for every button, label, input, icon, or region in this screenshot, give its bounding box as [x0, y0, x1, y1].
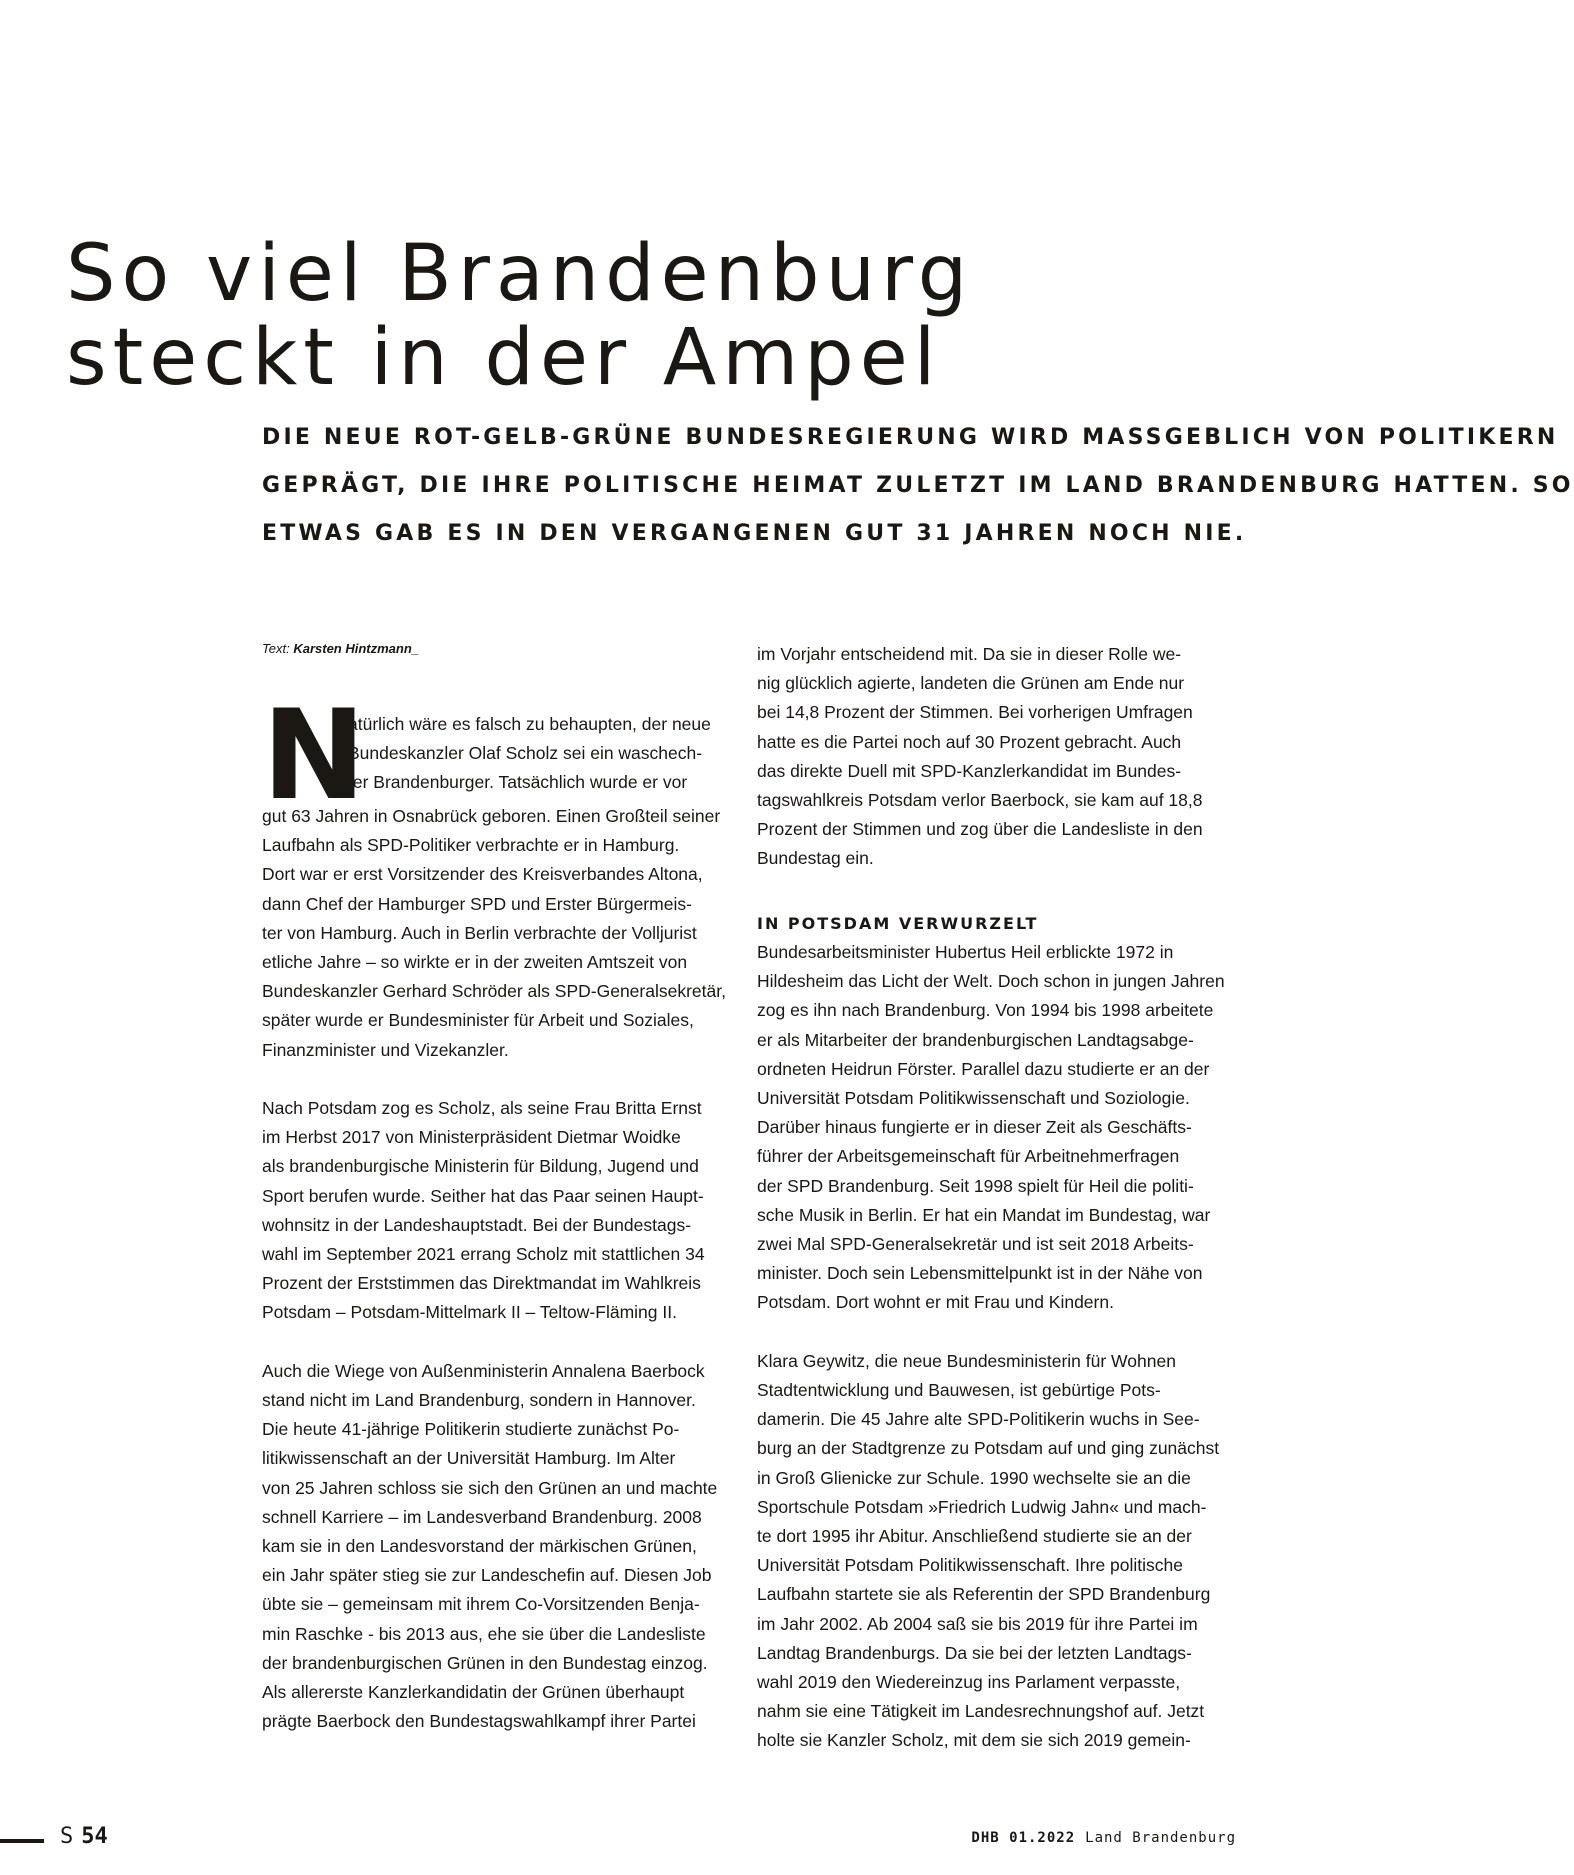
section-subheading: IN POTSDAM VERWURZELT: [757, 913, 1039, 933]
byline-prefix: Text:: [262, 641, 294, 656]
body-line: später wurde er Bundesminister für Arbeit und Soziales,: [262, 1010, 694, 1031]
body-line: Nach Potsdam zog es Scholz, als seine Frau Britta Ernst: [262, 1098, 702, 1119]
body-line: zog es ihn nach Brandenburg. Von 1994 bis 1998 arbeitete: [757, 1000, 1214, 1021]
page-number: [60, 1822, 108, 1852]
paragraph: [262, 802, 732, 1065]
body-line: Als allererste Kanzlerkandidatin der Grünen überhaupt: [262, 1682, 685, 1703]
body-line: tagswahlkreis Potsdam verlor Baerbock, sie kam auf 18,8: [757, 790, 1203, 811]
body-line: nahm sie eine Tätigkeit im Landesrechnungshof auf. Jetzt: [757, 1701, 1205, 1722]
paragraph-gap: [757, 1318, 1227, 1347]
body-line: holte sie Kanzler Scholz, mit dem sie sich 2019 gemein-: [757, 1730, 1191, 1751]
body-line: der brandenburgischen Grünen in den Bundestag einzog.: [262, 1652, 708, 1673]
body-line: ordneten Heidrun Förster. Parallel dazu studierte er an der: [757, 1058, 1210, 1079]
body-line: Prozent der Erststimmen das Direktmandat im Wahlkreis: [262, 1273, 701, 1294]
body-line: Auch die Wiege von Außenministerin Annalena Baerbock: [262, 1360, 705, 1381]
title-line: So viel Brandenburg: [66, 229, 974, 319]
body-line: von 25 Jahren schloss sie sich den Grünen an und machte: [262, 1477, 718, 1498]
body-line: zwei Mal SPD-Generalsekretär und ist seit 2018 Arbeits-: [757, 1234, 1194, 1255]
body-line: Potsdam. Dort wohnt er mit Frau und Kindern.: [757, 1292, 1114, 1313]
body-line: Bundestag ein.: [757, 848, 874, 869]
paragraph: [262, 1357, 732, 1737]
paragraph-gap: [757, 874, 1227, 903]
body-line: Bundesarbeitsminister Hubertus Heil erblickte 1972 in: [757, 942, 1174, 963]
body-line: Sport berufen wurde. Seither hat das Paar seinen Haupt-: [262, 1185, 704, 1206]
section-letter: S: [60, 1824, 74, 1849]
body-line: dann Chef der Hamburger SPD und Erster Bürgermeis-: [262, 893, 692, 914]
paragraph-gap: [262, 1328, 732, 1357]
body-line: damerin. Die 45 Jahre alte SPD-Politikerin wuchs in See-: [757, 1409, 1200, 1430]
body-line: Landtag Brandenburgs. Da sie bei der letzten Landtags-: [757, 1642, 1192, 1663]
body-line: prägte Baerbock den Bundestagswahlkampf ihrer Partei: [262, 1711, 696, 1732]
lead-line: GEPRÄGT, DIE IHRE POLITISCHE HEIMAT ZULETZT IM LAND BRANDENBURG HATTEN. SO: [262, 473, 1574, 498]
body-line: im Jahr 2002. Ab 2004 saß sie bis 2019 für ihre Partei im: [757, 1613, 1198, 1634]
paragraph: [262, 1094, 732, 1328]
body-line: Potsdam – Potsdam-Mittelmark II – Teltow-Fläming II.: [262, 1302, 677, 1323]
body-line: wahl im September 2021 errang Scholz mit stattlichen 34: [262, 1244, 705, 1265]
body-line: im Vorjahr entscheidend mit. Da sie in dieser Rolle we-: [757, 644, 1182, 664]
body-line: Finanzminister und Vizekanzler.: [262, 1039, 509, 1060]
body-line: minister. Doch sein Lebensmittelpunkt ist in der Nähe von: [757, 1263, 1203, 1284]
article-title: [66, 229, 1266, 403]
body-line: atürlich wäre es falsch zu behaupten, der neue: [348, 714, 711, 734]
body-line: schnell Karriere – im Landesverband Brandenburg. 2008: [262, 1506, 702, 1527]
paragraph: [757, 640, 1227, 874]
body-line: Prozent der Stimmen und zog über die Landesliste in den: [757, 819, 1203, 840]
body-line: min Raschke - bis 2013 aus, ehe sie über die Landesliste: [262, 1623, 706, 1644]
body-line: wahl 2019 den Wiedereinzug ins Parlament verpasste,: [757, 1672, 1181, 1693]
right-column: [757, 640, 1227, 1756]
body-line: ter von Hamburg. Auch in Berlin verbrachte der Volljurist: [262, 922, 697, 943]
body-line: das direkte Duell mit SPD-Kanzlerkandidat im Bundes-: [757, 760, 1182, 781]
body-line: ter Brandenburger. Tatsächlich wurde er vor: [348, 772, 688, 793]
body-line: sche Musik in Berlin. Er hat ein Mandat im Bundestag, war: [757, 1204, 1211, 1225]
body-line: Laufbahn startete sie als Referentin der SPD Brandenburg: [757, 1584, 1211, 1605]
issue-label: DHB 01.2022: [971, 1830, 1076, 1846]
footer-rule: [0, 1839, 44, 1843]
body-line: führer der Arbeitsgemeinschaft für Arbeitnehmerfragen: [757, 1146, 1180, 1167]
body-line: als brandenburgische Ministerin für Bildung, Jugend und: [262, 1156, 699, 1177]
body-line: wohnsitz in der Landeshauptstadt. Bei der Bundestags-: [262, 1214, 692, 1235]
body-line: Bundeskanzler Olaf Scholz sei ein waschech-: [348, 743, 703, 764]
byline: [262, 640, 732, 658]
paragraph-gap: [262, 1065, 732, 1094]
drop-cap: N: [262, 684, 366, 828]
body-line: übte sie – gemeinsam mit ihrem Co-Vorsitzenden Benja-: [262, 1594, 700, 1615]
body-line: der SPD Brandenburg. Seit 1998 spielt für Heil die politi-: [757, 1175, 1194, 1196]
left-column: [262, 640, 732, 1736]
body-line: nig glücklich agierte, landeten die Grünen am Ende nur: [757, 673, 1185, 694]
body-line: Universität Potsdam Politikwissenschaft. Ihre politische: [757, 1555, 1184, 1576]
body-line: Laufbahn als SPD-Politiker verbrachte er in Hamburg.: [262, 835, 680, 856]
body-line: Stadtentwicklung und Bauwesen, ist gebürtige Pots-: [757, 1380, 1161, 1401]
body-line: Darüber hinaus fungierte er in dieser Zeit als Geschäfts-: [757, 1117, 1192, 1138]
body-line: te dort 1995 ihr Abitur. Anschließend studierte sie an der: [757, 1526, 1192, 1547]
body-line: kam sie in den Landesvorstand der märkischen Grünen,: [262, 1536, 697, 1557]
body-line: stand nicht im Land Brandenburg, sondern in Hannover.: [262, 1390, 696, 1411]
body-line: im Herbst 2017 von Ministerpräsident Dietmar Woidke: [262, 1127, 681, 1148]
paragraph: [757, 1347, 1227, 1756]
body-line: in Groß Glienicke zur Schule. 1990 wechselte sie an die: [757, 1467, 1191, 1488]
page-number-value: 54: [81, 1824, 108, 1849]
body-line: Dort war er erst Vorsitzender des Kreisverbandes Altona,: [262, 864, 703, 885]
body-line: Sportschule Potsdam »Friedrich Ludwig Jahn« und mach-: [757, 1496, 1207, 1517]
byline-author: Karsten Hintzmann_: [293, 641, 420, 656]
body-line: etliche Jahre – so wirkte er in der zweiten Amtszeit von: [262, 952, 688, 973]
lead-line: DIE NEUE ROT-GELB-GRÜNE BUNDESREGIERUNG WIRD MASSGEBLICH VON POLITIKERN: [262, 425, 1559, 450]
footer-issue-info: [971, 1826, 1236, 1850]
body-line: burg an der Stadtgrenze zu Potsdam auf und ging zunächst: [757, 1438, 1220, 1459]
region-label: Land Brandenburg: [1085, 1830, 1236, 1846]
body-line: Klara Geywitz, die neue Bundesministerin für Wohnen: [757, 1350, 1176, 1371]
lead-line: ETWAS GAB ES IN DEN VERGANGENEN GUT 31 JAHREN NOCH NIE.: [262, 521, 1247, 546]
body-line: Bundeskanzler Gerhard Schröder als SPD-Generalsekretär,: [262, 981, 726, 1002]
body-line: bei 14,8 Prozent der Stimmen. Bei vorherigen Umfragen: [757, 702, 1193, 723]
body-line: ein Jahr später stieg sie zur Landeschefin auf. Diesen Job: [262, 1565, 712, 1586]
body-line: hatte es die Partei noch auf 30 Prozent gebracht. Auch: [757, 731, 1182, 752]
body-line: er als Mitarbeiter der brandenburgischen Landtagsabge-: [757, 1029, 1194, 1050]
article-lead: [262, 414, 1574, 558]
title-line: steckt in der Ampel: [66, 313, 942, 403]
paragraph: [757, 938, 1227, 1318]
body-line: Die heute 41-jährige Politikerin studierte zunächst Po-: [262, 1419, 680, 1440]
body-line: Hildesheim das Licht der Welt. Doch schon in jungen Jahren: [757, 971, 1225, 992]
body-line: gut 63 Jahren in Osnabrück geboren. Einen Großteil seiner: [262, 806, 721, 826]
body-line: Universität Potsdam Politikwissenschaft und Soziologie.: [757, 1088, 1190, 1109]
body-line: litikwissenschaft an der Universität Hamburg. Im Alter: [262, 1448, 676, 1469]
